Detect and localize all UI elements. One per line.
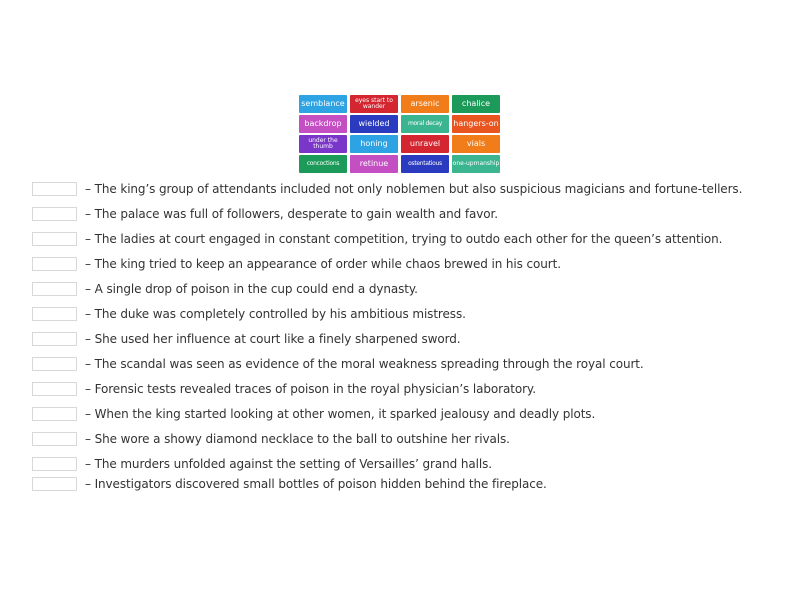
answer-slot[interactable] xyxy=(32,282,77,296)
word-tile-chalice[interactable]: chalice xyxy=(452,95,500,113)
sentence-text: – A single drop of poison in the cup could end a dynasty. xyxy=(85,282,418,296)
sentence-text: – The duke was completely controlled by his ambitious mistress. xyxy=(85,307,466,321)
word-tile-ostentatious[interactable]: ostentatious xyxy=(401,155,449,173)
sentence-row xyxy=(32,456,492,472)
sentence-row xyxy=(32,306,466,322)
sentence-text: – She wore a showy diamond necklace to the ball to outshine her rivals. xyxy=(85,432,510,446)
answer-slot[interactable] xyxy=(32,182,77,196)
sentence-text: – When the king started looking at other women, it sparked jealousy and deadly plots. xyxy=(85,407,596,421)
answer-slot[interactable] xyxy=(32,407,77,421)
sentence-row xyxy=(32,406,595,422)
word-tile-unravel[interactable]: unravel xyxy=(401,135,449,153)
sentence-text: – Forensic tests revealed traces of poison in the royal physician’s laboratory. xyxy=(85,382,536,396)
sentence-row xyxy=(32,281,418,297)
sentence-row xyxy=(32,331,460,347)
word-tile-semblance[interactable]: semblance xyxy=(299,95,347,113)
sentence-row xyxy=(32,356,644,372)
word-tile-arsenic[interactable]: arsenic xyxy=(401,95,449,113)
sentence-text: – The scandal was seen as evidence of the moral weakness spreading through the royal court. xyxy=(85,357,644,371)
word-tile-retinue[interactable]: retinue xyxy=(350,155,398,173)
sentence-row xyxy=(32,206,498,222)
answer-slot[interactable] xyxy=(32,432,77,446)
sentence-text: – The murders unfolded against the setting of Versailles’ grand halls. xyxy=(85,457,492,471)
word-tile-wielded[interactable]: wielded xyxy=(350,115,398,133)
sentence-text: – The king’s group of attendants included not only noblemen but also suspicious magicians and fortune-tellers. xyxy=(85,182,743,196)
sentence-row xyxy=(32,431,510,447)
sentence-row xyxy=(32,476,547,492)
answer-slot[interactable] xyxy=(32,382,77,396)
answer-slot[interactable] xyxy=(32,457,77,471)
word-tile-concoctions[interactable]: concoctions xyxy=(299,155,347,173)
word-tile-vials[interactable]: vials xyxy=(452,135,500,153)
sentence-text: – The palace was full of followers, desperate to gain wealth and favor. xyxy=(85,207,498,221)
word-tile-honing[interactable]: honing xyxy=(350,135,398,153)
answer-slot[interactable] xyxy=(32,307,77,321)
answer-slot[interactable] xyxy=(32,357,77,371)
word-tile-eyes-start-to-wander[interactable]: eyes start to wander xyxy=(350,95,398,113)
answer-slot[interactable] xyxy=(32,477,77,491)
sentence-text: – The king tried to keep an appearance of order while chaos brewed in his court. xyxy=(85,257,561,271)
answer-slot[interactable] xyxy=(32,257,77,271)
sentence-text: – She used her influence at court like a finely sharpened sword. xyxy=(85,332,461,346)
word-tile-one-upmanship[interactable]: one-upmanship xyxy=(452,155,500,173)
sentence-row xyxy=(32,256,561,272)
sentence-text: – The ladies at court engaged in constant competition, trying to outdo each other for the queen’s attention. xyxy=(85,232,723,246)
word-bank xyxy=(299,95,501,175)
word-tile-under-the-thumb[interactable]: under the thumb xyxy=(299,135,347,153)
answer-slot[interactable] xyxy=(32,232,77,246)
word-tile-moral-decay[interactable]: moral decay xyxy=(401,115,449,133)
sentence-row xyxy=(32,231,722,247)
sentence-text: – Investigators discovered small bottles of poison hidden behind the fireplace. xyxy=(85,477,547,491)
sentence-row xyxy=(32,181,742,197)
sentence-row xyxy=(32,381,536,397)
word-tile-backdrop[interactable]: backdrop xyxy=(299,115,347,133)
word-tile-hangers-on[interactable]: hangers-on xyxy=(452,115,500,133)
answer-slot[interactable] xyxy=(32,332,77,346)
answer-slot[interactable] xyxy=(32,207,77,221)
